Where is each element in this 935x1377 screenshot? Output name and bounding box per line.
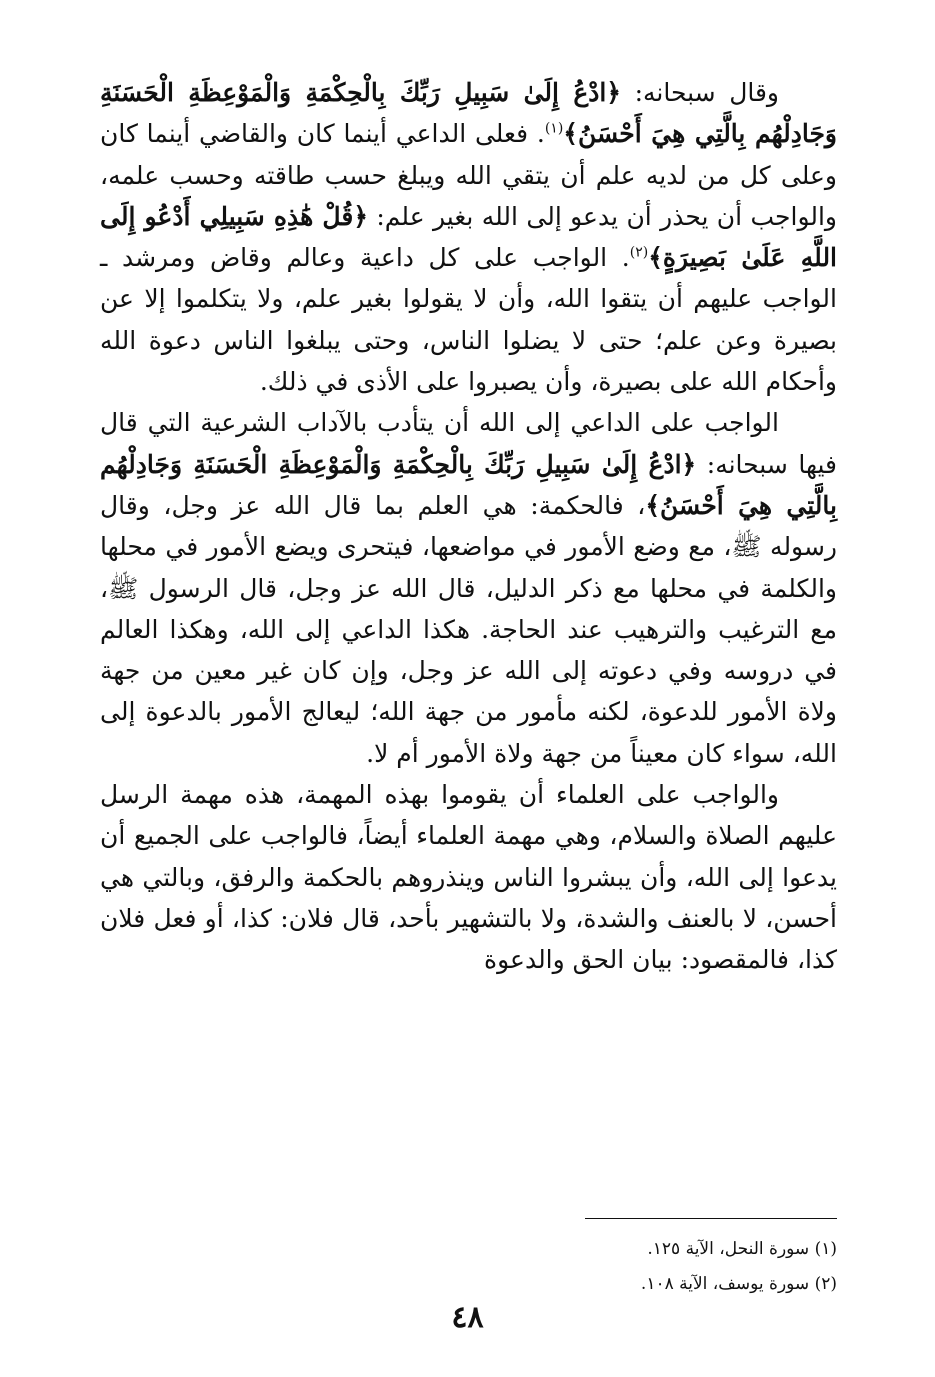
text-run: والواجب على العلماء أن يقوموا بهذه المهمة، هذه مهمة الرسل عليهم الصلاة والسلام، وهي مهمة العلماء أيضاً، فالواجب على الجميع أن يدعوا إلى الله، وأن يبشروا الناس وينذروهم بالحكمة والرفق، وبالتي هي أحسن، لا بالعنف والشدة، ولا بالتشهير بأحد، قال فلان: كذا، أو فعل فلان كذا، فالمقصود: بيان الحق والدعوة: [100, 780, 837, 975]
text-run: . فعلى الداعي أينما كان والقاضي أينما كان وعلى كل من لديه علم أن يتقي الله ويبلغ حسب طاقته وحسب علمه، والواجب أن يحذر أن يدعو إلى الله بغير علم:: [100, 119, 837, 231]
paragraph-2: [100, 402, 837, 774]
footnote-divider: [585, 1218, 837, 1219]
footnote-2: (٢) سورة يوسف، الآية ١٠٨.: [640, 1274, 837, 1294]
text-run: الواجب على الداعي إلى الله أن يتأدب بالآداب الشرعية التي قال فيها سبحانه:: [100, 408, 837, 479]
page-number: ٤٨: [451, 1300, 484, 1335]
quran-verse: ﴿ادْعُ إِلَىٰ سَبِيلِ رَبِّكَ بِالْحِكْمَةِ وَالْمَوْعِظَةِ الْحَسَنَةِ وَجَادِلْهُم بِالَّتِي هِيَ أَحْسَنُ﴾: [100, 78, 837, 149]
text-run: . الواجب على كل داعية وعالم وقاض ومرشد ـ الواجب عليهم أن يتقوا الله، وأن لا يقولوا بغير علم، ولا يتكلموا إلا عن بصيرة وعن علم؛ حتى لا يضلوا الناس، وحتى يبلغوا الناس دعوة الله وأحكام الله على بصيرة، وأن يصبروا على الأذى في ذلك.: [100, 243, 837, 397]
footnotes: [437, 1232, 837, 1302]
text-run: ، فالحكمة: هي العلم بما قال الله عز وجل، وقال رسوله ﷺ، مع وضع الأمور في مواضعها، فيتحرى ويضع الأمور في محلها والكلمة في محلها مع ذكر الدليل، قال الله عز وجل، قال الرسول ﷺ، مع الترغيب والترهيب عند الحاجة. هكذا الداعي إلى الله، وهكذا العالم في دروسه وفي دعوته إلى الله عز وجل، وإن كان غير معين من جهة ولاة الأمور للدعوة، لكنه مأمور من جهة الله؛ ليعالج الأمور بالدعوة إلى الله، سواء كان معيناً من جهة ولاة الأمور أم لا.: [100, 490, 837, 768]
body-text: [100, 72, 837, 981]
paragraph-3: [100, 774, 837, 980]
footnote-1: (١) سورة النحل، الآية ١٢٥.: [647, 1239, 837, 1259]
footnote-marker: (١): [544, 120, 564, 137]
quran-verse: ﴿قُلْ هَٰذِهِ سَبِيلِي أَدْعُو إِلَى اللَّهِ عَلَىٰ بَصِيرَةٍ﴾: [100, 201, 838, 273]
paragraph-1: [100, 72, 837, 402]
text-run: وقال سبحانه:: [620, 78, 780, 107]
footnote-marker: (٢): [629, 244, 649, 261]
quran-verse: ﴿ادْعُ إِلَىٰ سَبِيلِ رَبِّكَ بِالْحِكْمَةِ وَالْمَوْعِظَةِ الْحَسَنَةِ وَجَادِلْهُم بِالَّتِي هِيَ أَحْسَنُ﴾: [100, 449, 837, 520]
